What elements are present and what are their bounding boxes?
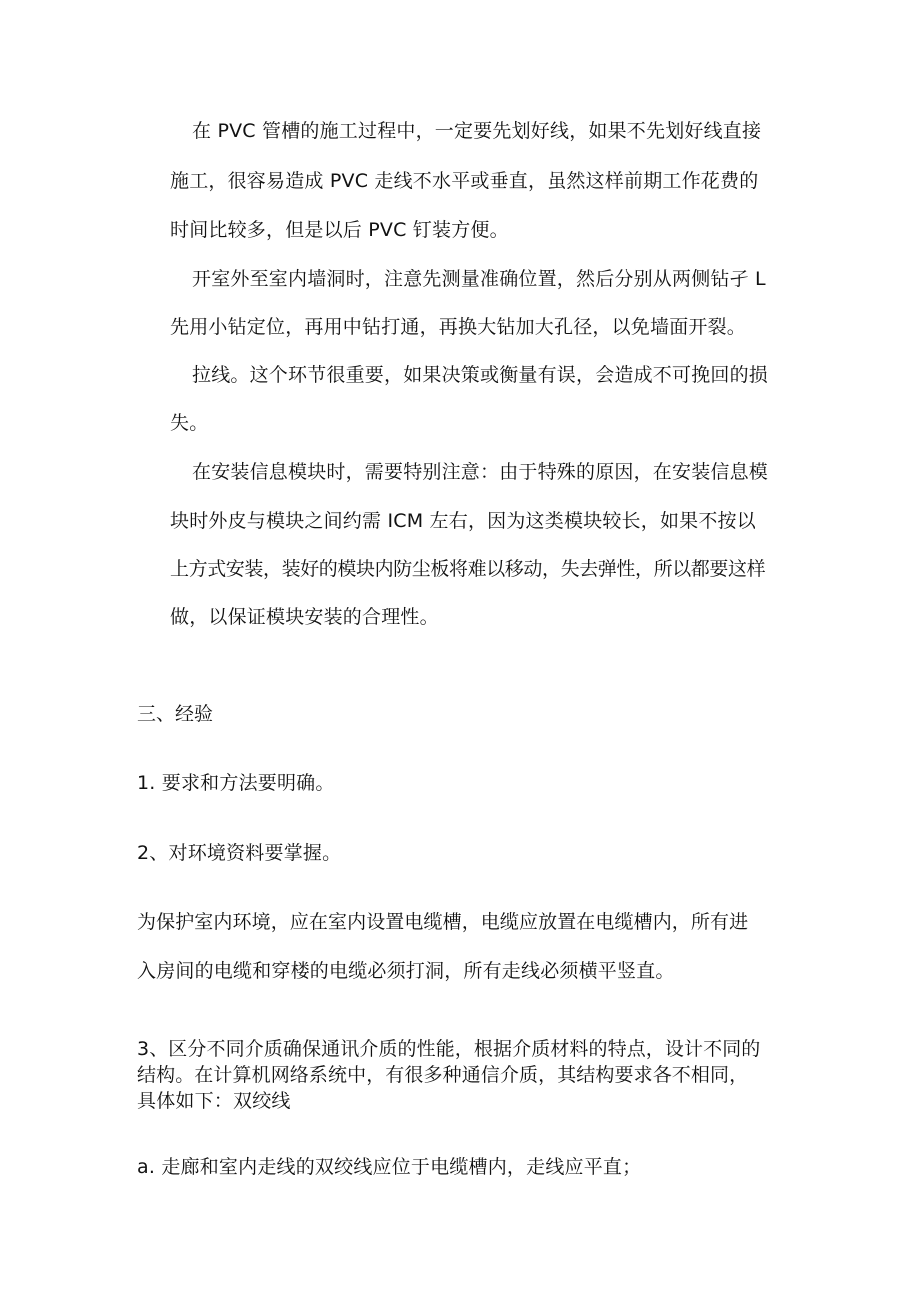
paragraph-4-line-3: 上方式安装，装好的模块内防尘板将难以移动，失去弹性，所以都要这样 bbox=[170, 558, 766, 580]
paragraph-2-line-2: 先用小钻定位，再用中钻打通，再换大钻加大孔径，以免墙面开裂。 bbox=[170, 316, 747, 338]
paragraph-1-line-2: 施工，很容易造成 PVC 走线不水平或垂直，虽然这样前期工作花费的 bbox=[170, 170, 759, 192]
section-heading: 三、经验 bbox=[137, 703, 214, 725]
list-item-3-line-2: 结构。在计算机网络系统中，有很多种通信介质，其结构要求各不相同， bbox=[137, 1064, 749, 1086]
list-item-3-line-1: 3、区分不同介质确保通讯介质的性能，根据介质材料的特点，设计不同的 bbox=[137, 1038, 761, 1060]
paragraph-1-line-3: 时间比较多，但是以后 PVC 钉装方便。 bbox=[170, 219, 509, 241]
list-item-2: 2、对环境资料要掌握。 bbox=[137, 842, 342, 864]
paragraph-4-line-4: 做，以保证模块安装的合理性。 bbox=[170, 606, 439, 628]
paragraph-1-line-1: 在 PVC 管槽的施工过程中，一定要先划好线，如果不先划好线直接 bbox=[192, 120, 762, 142]
paragraph-3-line-1: 拉线。这个环节很重要，如果决策或衡量有误，会造成不可挽回的损 bbox=[192, 364, 769, 386]
list-item-3-line-3: 具体如下：双绞线 bbox=[137, 1090, 291, 1112]
paragraph-3-line-2: 失。 bbox=[170, 412, 209, 434]
list-item-2-body-line-1: 为保护室内环境，应在室内设置电缆槽，电缆应放置在电缆槽内，所有进 bbox=[137, 911, 749, 933]
list-item-2-body-line-2: 入房间的电缆和穿楼的电缆必须打洞，所有走线必须横平竖直。 bbox=[137, 960, 675, 982]
paragraph-2-line-1: 开室外至室内墙洞时，注意先测量准确位置，然后分别从两侧钻孑 L bbox=[192, 268, 766, 290]
list-item-a: a. 走廊和室内走线的双绞线应位于电缆槽内，走线应平直； bbox=[137, 1156, 642, 1178]
paragraph-4-line-1: 在安装信息模块时，需要特别注意：由于特殊的原因，在安装信息模 bbox=[192, 461, 769, 483]
paragraph-4-line-2: 块时外皮与模块之间约需 ICM 左右，因为这类模块较长，如果不按以 bbox=[170, 510, 756, 532]
list-item-1: 1. 要求和方法要明确。 bbox=[137, 772, 335, 794]
